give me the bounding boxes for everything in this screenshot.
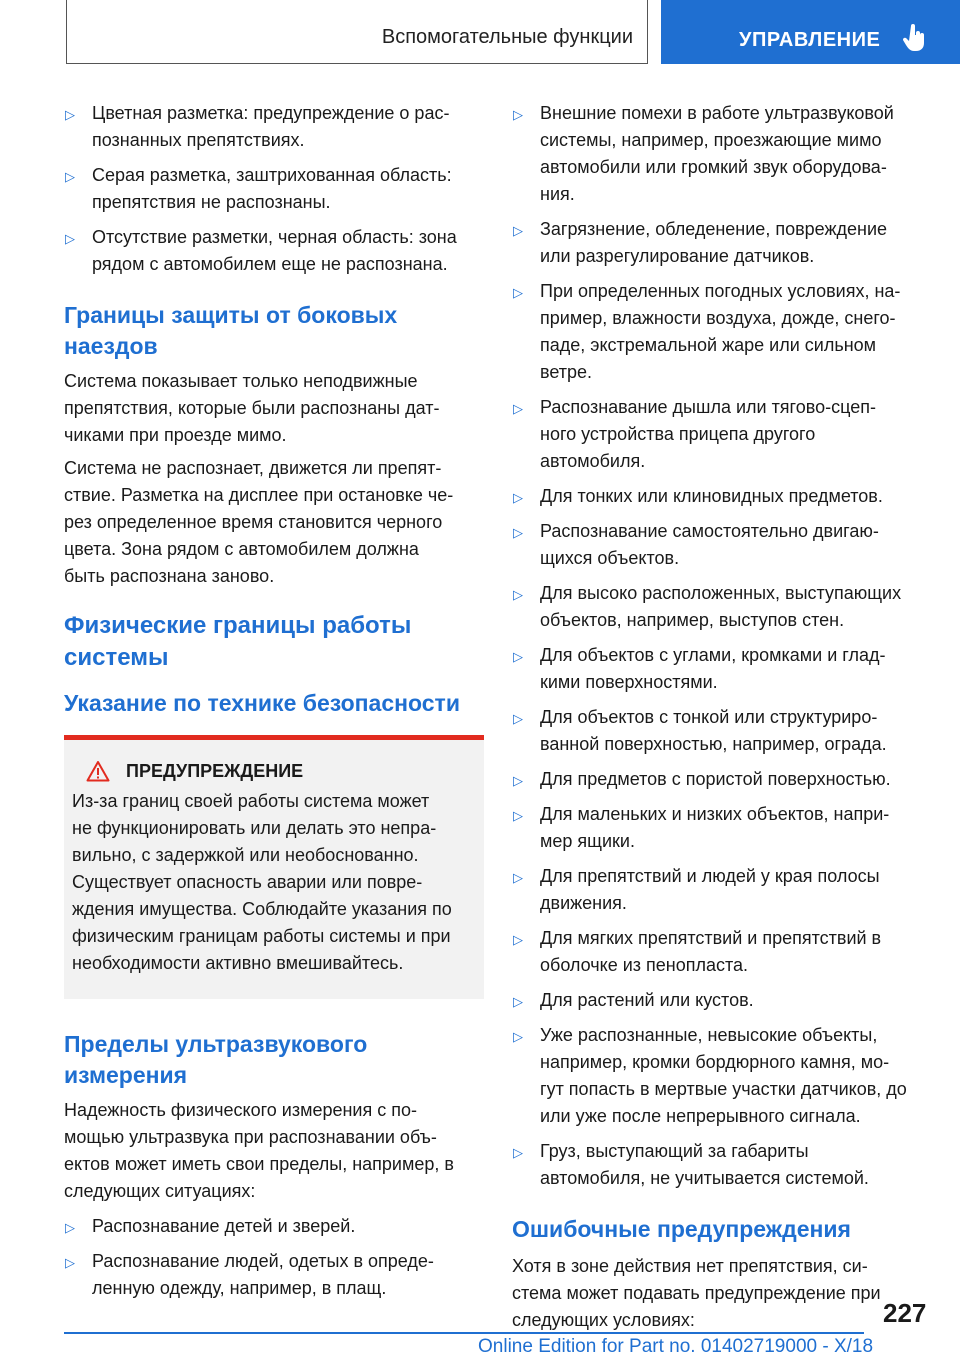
heading-ultrasonic-limits: Пределы ультразвукового измерения	[64, 1031, 368, 1088]
list-item	[512, 925, 928, 979]
chapter-tab[interactable]	[661, 0, 960, 64]
heading-side-protection: Границы защиты от боковых наездов	[64, 302, 398, 359]
warning-header	[72, 760, 472, 782]
page-number: 227	[883, 1298, 927, 1328]
list-item-text: Серая разметка, заштрихованная область: препятствия не распознаны.	[92, 165, 452, 212]
list-item	[64, 162, 484, 216]
list-item-text: Загрязнение, обледенение, повреждение или разрегулирование датчиков.	[540, 219, 888, 266]
list-item	[64, 100, 484, 154]
bullet-triangle-icon: ▷	[513, 401, 523, 416]
list-item-text: Для растений или кустов.	[540, 990, 754, 1010]
left-column	[64, 100, 484, 1310]
list-item	[512, 801, 928, 855]
list-item-text: Для высоко расположенных, выступающих объектов, например, выступов стен.	[540, 583, 902, 630]
warning-triangle-icon	[86, 760, 110, 782]
heading-false-warnings: Ошибочные предупреждения	[512, 1216, 851, 1242]
list-item	[512, 216, 928, 270]
list-item	[512, 278, 928, 386]
paragraph: Хотя в зоне действия нет препятствия, си- стема может подавать предупреждение при следующих условиях:	[512, 1256, 881, 1330]
bullet-triangle-icon: ▷	[513, 285, 523, 300]
bullet-triangle-icon: ▷	[513, 994, 523, 1009]
list-item-text: Для мягких препятствий и препятствий в оболочке из пенопласта.	[540, 928, 882, 975]
heading-physical-limits: Физические границы работы системы	[64, 612, 412, 671]
list-item	[512, 518, 928, 572]
footer-divider	[64, 1332, 864, 1334]
list-item-text: Цветная разметка: предупреждение о рас- познанных препятствиях.	[92, 103, 450, 150]
list-item	[64, 224, 484, 278]
bullet-triangle-icon: ▷	[513, 587, 523, 602]
list-item-text: Отсутствие разметки, черная область: зона рядом с автомобилем еще не распознана.	[92, 227, 457, 274]
bullet-triangle-icon: ▷	[513, 1145, 523, 1160]
list-item	[64, 1213, 484, 1240]
list-item-text: Распознавание людей, одетых в опреде- ленную одежду, например, в плащ.	[92, 1251, 434, 1298]
warning-box	[64, 735, 484, 999]
bullet-list	[64, 100, 484, 278]
bullet-triangle-icon: ▷	[513, 649, 523, 664]
warning-title: ПРЕДУПРЕЖДЕНИЕ	[126, 760, 304, 781]
hand-pointer-icon	[902, 24, 928, 52]
list-item	[512, 394, 928, 475]
paragraph: Система не распознает, движется ли препят- ствие. Разметка на дисплее при остановке че- рез определенное время становится черного цвета. Зона рядом с автомобилем должна быть распознана заново.	[64, 458, 454, 586]
list-item-text: Распознавание детей и зверей.	[92, 1216, 356, 1236]
list-item	[512, 863, 928, 917]
list-item-text: Для препятствий и людей у края полосы движения.	[540, 866, 880, 913]
bullet-triangle-icon: ▷	[513, 223, 523, 238]
list-item-text: Для предметов с пористой поверхностью.	[540, 769, 891, 789]
bullet-triangle-icon: ▷	[513, 711, 523, 726]
bullet-triangle-icon: ▷	[65, 1255, 75, 1270]
list-item-text: Груз, выступающий за габариты автомобиля, не учитывается системой.	[540, 1141, 869, 1188]
list-item	[512, 987, 928, 1014]
list-item	[512, 1138, 928, 1192]
bullet-triangle-icon: ▷	[65, 1220, 75, 1235]
list-item	[512, 580, 928, 634]
bullet-triangle-icon: ▷	[513, 808, 523, 823]
section-title: Вспомогательные функции	[381, 26, 633, 48]
list-item-text: Распознавание дышла или тягово-сцеп- ного устройства прицепа другого автомобиля.	[540, 397, 876, 471]
bullet-triangle-icon: ▷	[513, 525, 523, 540]
list-item-text: Распознавание самостоятельно двигаю- щихся объектов.	[540, 521, 879, 568]
chapter-title: УПРАВЛЕНИЕ	[739, 29, 881, 51]
paragraph: Надежность физического измерения с по- мощью ультразвука при распознавании объ- ектов может иметь свои пределы, например, в следующих ситуациях:	[64, 1100, 454, 1201]
list-item	[512, 100, 928, 208]
list-item-text: При определенных погодных условиях, на- пример, влажности воздуха, дожде, снего- паде, экстремальной жаре или сильном ветре.	[540, 281, 901, 382]
bullet-list	[64, 1213, 484, 1302]
footer-edition[interactable]: Online Edition for Part no. 01402719000 - X/18	[478, 1336, 874, 1357]
right-column	[512, 100, 928, 1340]
heading-safety: Указание по технике безопасности	[64, 690, 460, 716]
list-item-text: Уже распознанные, невысокие объекты, например, кромки бордюрного камня, мо- гут попасть в мертвые участки датчиков, до или уже после непрерывного сигнала.	[540, 1025, 907, 1126]
list-item-text: Для объектов с тонкой или структуриро- ванной поверхностью, например, ограда.	[540, 707, 887, 754]
list-item-text: Для тонких или клиновидных предметов.	[540, 486, 883, 506]
bullet-triangle-icon: ▷	[513, 773, 523, 788]
section-header	[66, 0, 648, 64]
warning-text: Из-за границ своей работы система может не функционировать или делать это непра- вильно, с задержкой или необоснованно. Существует опасность аварии или повре- ждения имущества. Соблюдайте указания по физическим границам работы системы и при необходимости активно вмешивайтесь.	[72, 791, 452, 973]
list-item-text: Для маленьких и низких объектов, напри- мер ящики.	[540, 804, 890, 851]
list-item	[64, 1248, 484, 1302]
bullet-triangle-icon: ▷	[513, 932, 523, 947]
bullet-triangle-icon: ▷	[513, 107, 523, 122]
bullet-list	[512, 100, 928, 1192]
list-item-text: Внешние помехи в работе ультразвуковой системы, например, проезжающие мимо автомобили или громкий звук оборудова- ния.	[540, 103, 894, 204]
list-item-text: Для объектов с углами, кромками и глад- кими поверхностями.	[540, 645, 886, 692]
list-item	[512, 642, 928, 696]
bullet-triangle-icon: ▷	[513, 490, 523, 505]
list-item	[512, 483, 928, 510]
list-item	[512, 704, 928, 758]
list-item	[512, 766, 928, 793]
bullet-triangle-icon: ▷	[65, 169, 75, 184]
bullet-triangle-icon: ▷	[65, 231, 75, 246]
bullet-triangle-icon: ▷	[513, 870, 523, 885]
list-item	[512, 1022, 928, 1130]
paragraph: Система показывает только неподвижные препятствия, которые были распознаны дат- чиками при проезде мимо.	[64, 371, 440, 445]
bullet-triangle-icon: ▷	[513, 1029, 523, 1044]
bullet-triangle-icon: ▷	[65, 107, 75, 122]
